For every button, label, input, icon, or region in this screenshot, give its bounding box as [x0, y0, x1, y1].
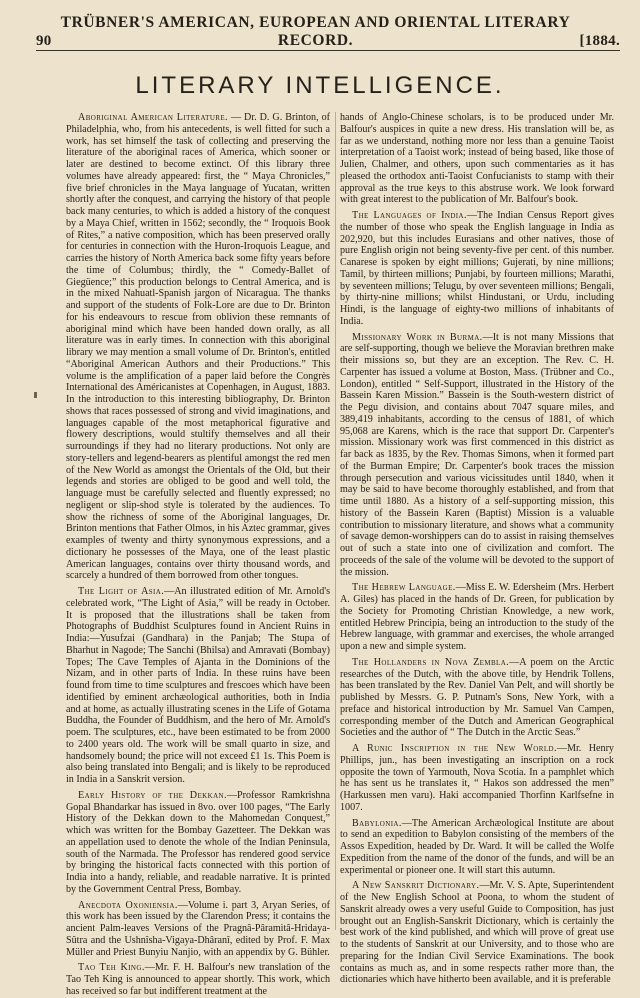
- article-early-history-dekkan: [66, 790, 330, 896]
- margin-mark: [34, 392, 37, 398]
- article-anecdota-oxoniensia: [66, 900, 330, 959]
- article-hollanders-nova-zembla: [340, 657, 614, 739]
- article-heading: Early History of the Dekkan.: [78, 789, 227, 801]
- article-light-of-asia: [66, 586, 330, 786]
- article-body: —Mr. V. S. Apte, Superintendent of the New English School at Poona, to whom the student of Sanskrit already owes a very useful Guide to Composition, has just brought out an English-Sanskrit Dictionary, which is certainly the best work of the kind published, and which will prove of great use to the students of Sanskrit at our University, and to those who are preparing for the Indian Civil Service Examinations. The book contains as much as, and in some respects rather more than, the dictionaries which have hitherto been available, and it is preferable: [340, 880, 615, 986]
- article-heading: Anecdota Oxoniensia.: [78, 899, 178, 911]
- article-heading: The Light of Asia.: [78, 586, 165, 597]
- article-aboriginal-american-literature: [66, 112, 330, 582]
- article-body: —Volume i. part 3, Aryan Series, of this work has been issued by the Clarendon Press; it contains the ancient Palm-leaves Versions of the Pragnâ-Pâramitâ-Hridaya-Sûtra and the Ushnîsha-Vigaya-Dhâranî, edited by Prof. F. Max Müller and Priest Bunyiu Nanjio, with an appendix by G. Bühler.: [66, 899, 330, 958]
- article-heading: Aboriginal American Literature.: [78, 112, 228, 123]
- article-heading: Missionary Work in Burma.: [352, 331, 483, 343]
- article-body: —The Indian Census Report gives the number of those who speak the English language in India as 202,920, but this includes Eurasians and other natives, those of pure English origin not being seventy-five per cent. of this number. Canarese is spoken by eight millions; Gujerati, by nine millions; Tamil, by thirteen millions; Punjabi, by fourteen millions; Marathi, by seventeen millions; Telugu, by over seventeen millions; Bengali, by thirty-nine millions; whilst Hindustani, or Urdu, including Hindi, is the language of eighty-two millions of inhabitants of India.: [340, 210, 614, 327]
- column-divider: [335, 112, 336, 930]
- article-body: —Miss E. W. Edersheim (Mrs. Herbert A. Giles) has placed in the hands of Dr. Green, for publication by the Society for Promoting Christian Knowledge, a new work, entitled Hebrew Principia, being an introduction to the study of the Hebrew language, with grammar and exercises, the whole arranged upon a new and simple system.: [340, 582, 614, 652]
- article-body: —A poem on the Arctic researches of the Dutch, with the above title, by Hendrik Tollens, has been translated by the Rev. Daniel Van Pelt, and will shortly be published by Messrs. G. P. Putnam's Sons, New York, with a preface and historical introduction by Mr. Samuel Van Campen, corresponding member of the Dutch and American Geographical Societies and the author of “ The Dutch in the Arctic Seas.”: [340, 656, 614, 739]
- article-hebrew-language: [340, 582, 614, 653]
- section-title: LITERARY INTELLIGENCE.: [135, 72, 505, 99]
- article-runic-inscription: [340, 743, 614, 814]
- article-heading: The Hebrew Language.: [352, 582, 456, 594]
- article-body: —The American Archæological Institute are about to send an expedition to Babylon consisting of the members of the Assos Expedition, headed by Dr. Ward. It will be called the Wolfe Expedition from the name of the donor of the funds, and will be an experimental or pioneer one. It will start this autumn.: [340, 817, 614, 876]
- running-head: [36, 14, 620, 51]
- article-body: hands of Anglo-Chinese scholars, is to be produced under Mr. Balfour's auspices in quite a new dress. His translation will be, as far as we understand, nothing more nor less than a genuine Taoist interpretation of a Taoist work; instead of being based, like those of Julien, Chalmer, and others, upon such commentaries as it has pleased the orthodox anti-Taoist Confucianists to stamp with their approval as the true keys to this abstruse work. We look forward with great interest to the publication of Mr. Balfour's book.: [340, 112, 614, 206]
- article-tao-teh-king: [66, 962, 330, 997]
- article-languages-of-india: [340, 210, 614, 328]
- running-title: TRÜBNER'S AMERICAN, EUROPEAN AND ORIENTAL LITERARY RECORD.: [60, 14, 571, 49]
- article-body: — Dr. D. G. Brinton, of Philadelphia, who, from his antecedents, is well fitted for such a work, has set himself the task of collecting and preserving the literature of the aboriginal races of America, which sooner or later are destined to become extinct. Of this library three volumes have already appeared: first, the “ Maya Chronicles,” five brief chronicles in the Maya language of Yucatan, written shortly after the conquest, and carrying the history of that people back many centuries, to which is added a history of the conquest by a Maya Chief, written in 1562; secondly, the “ Iroquois Book of Rites,” a native composition, which has been preserved orally for centuries in connection with the Huron-Iroquois League, and carries the history of North America back some fifty years before the time of Columbus; thirdly, the “ Comedy-Ballet of Giegüence;” this production belongs to Central America, and is in the mixed Nahuatl-Spanish jargon of Nicaragua. The thanks and support of the students of Folk-Lore are due to Dr. Brinton for his endeavours to rescue from oblivion these remnants of aboriginal mind which have been handed down orally, as all literature was in early times. In connection with this aboriginal library we may mention a small volume of Dr. Brinton's, entitled “Aboriginal American Authors and their Productions.” This volume is the amplification of a paper laid before the Congrès International des Américanistes at Copenhagen, in August, 1883. In the introduction to this interesting bibliography, Dr. Brinton shows that races possessed of strong and vivid imaginations, and languages capable of the most metaphorical figurative and flowery descriptions, would stultify themselves and all their surroundings if they had no literary productions. Not only are story-tellers and legend-bearers as plentiful amongst the red men of the New World as amongst the Orientals of the Old, but their legends and stories are obliged to be good and well told, the language must be carefully selected and fluently expressed; no negligent or slip-shod style is tolerated by the audiences. To show the richness of some of the Aboriginal languages, Dr. Brinton mentions that Father Olmos, in his Aztec grammar, gives examples of twenty and thirty synonymous expressions, and a dictionary he possesses of the Maya, one of the least plastic American languages, contains over thirty thousand words, and scarcely a hundred of them borrowed from other tongues.: [66, 112, 330, 582]
- article-sanskrit-dictionary: [340, 880, 614, 986]
- article-body: —Mr. Henry Phillips, jun., has been investigating an inscription on a rock opposite the town of Yarmouth, Nova Scotia. In a pamphlet which he has sent us he translates it, “ Hakos son addressed the men” (Harkussen men varu). Haki accompanied Thorfinn Karlfsefne in 1007.: [340, 743, 614, 813]
- page-number: 90: [36, 33, 52, 49]
- left-column: [66, 112, 330, 997]
- article-heading: The Hollanders in Nova Zembla.: [352, 656, 510, 668]
- article-heading: The Languages of India.: [352, 210, 467, 221]
- article-body: —Professor Ramkrishna Gopal Bhandarkar has issued in 8vo. over 100 pages, “The Early History of the Dekkan down to the Mahomedan Conquest,” which was written for the Bombay Gazetteer. The Dekkan was an appellation used to denote the whole of the Indian Peninsula, south of the Narmada. The Professor has rendered good service by bringing the historical facts connected with this portion of India into a handy, reliable, and readable narrative. It is printed by the Government Central Press, Bombay.: [66, 789, 330, 895]
- article-babylonia: [340, 818, 614, 877]
- article-body: —It is not many Missions that are self-supporting, though we believe the Moravian brethren make their missions so, but they are an exception. The Rev. C. H. Carpenter has issued a volume at Boston, Mass. (Trübner and Co., London), entitled “ Self-Support, illustrated in the History of the Bassein Karen Mission.” Bassein is the South-western district of the Pegu division, and contains about 7047 square miles, and 389,419 inhabitants, according to the census of 1881, of which 95,068 are Karens, which is the race that support Dr. Carpenter's mission. Missionary work was first commenced in this district as far back as 1835, by the Rev. Thomas Simons, when it formed part of the Burman Empire; Dr. Carpenter's book traces the mission through persecution and various vicissitudes until 1840, when it may be said to have become thoroughly established, and from that time until 1880. As a history of a self-supporting mission, this history of the Bassein Karen (Baptist) Mission is a valuable contribution to missionary literature, and shows what a community of savage demon-worshippers can do to assist in raising themselves out of such a state into one of civilization and comfort. The proceeds of the sale of the volume will be devoted to the support of the mission.: [340, 331, 614, 578]
- article-body: —An illustrated edition of Mr. Arnold's celebrated work, “The Light of Asia,” will be ready in October. It is proposed that the illustrations shall be taken from Photographs of Buddhist Sculptures found in Ancient Ruins in India:—Yusufzai (Gandhara) in the Panjab; The Stupa of Bharhut in Nagode; The Sanchi (Bhilsa) and Amravati (Bombay) Topes; The Cave Temples of Ajanta in the Dominions of the Nizam, and in other parts of India. In these ruins have been found from time to time sculptures and frescoes which have been identified by eminent archæological authorities, both in India and at home, as actually illustrating scenes in the Life of Gotama Buddha, the Founder of Buddhism, and the hero of Mr. Arnold's poem. The sculptures, etc., have been estimated to be from 2000 to 2400 years old. The work will be small quarto in size, and handsomely bound; the price will not exceed £1 1s. This Poem is also being translated into Bengali; and is likely to be reproduced in India in a Sanskrit version.: [66, 586, 330, 785]
- article-heading: A New Sanskrit Dictionary.: [352, 880, 480, 892]
- article-body: —Mr. F. H. Balfour's new translation of the Tao Teh King is announced to appear shortly. This work, which has received so far but indifferent treatment at the: [66, 962, 330, 997]
- article-heading: Babylonia.: [352, 817, 402, 829]
- right-column: [340, 112, 615, 986]
- article-missionary-work-burma: [340, 332, 614, 579]
- article-heading: Tao Teh King.: [78, 962, 145, 974]
- article-tao-teh-king-continued: [340, 112, 614, 206]
- issue-year: [1884.: [579, 33, 620, 49]
- article-heading: A Runic Inscription in the New World.: [352, 743, 557, 754]
